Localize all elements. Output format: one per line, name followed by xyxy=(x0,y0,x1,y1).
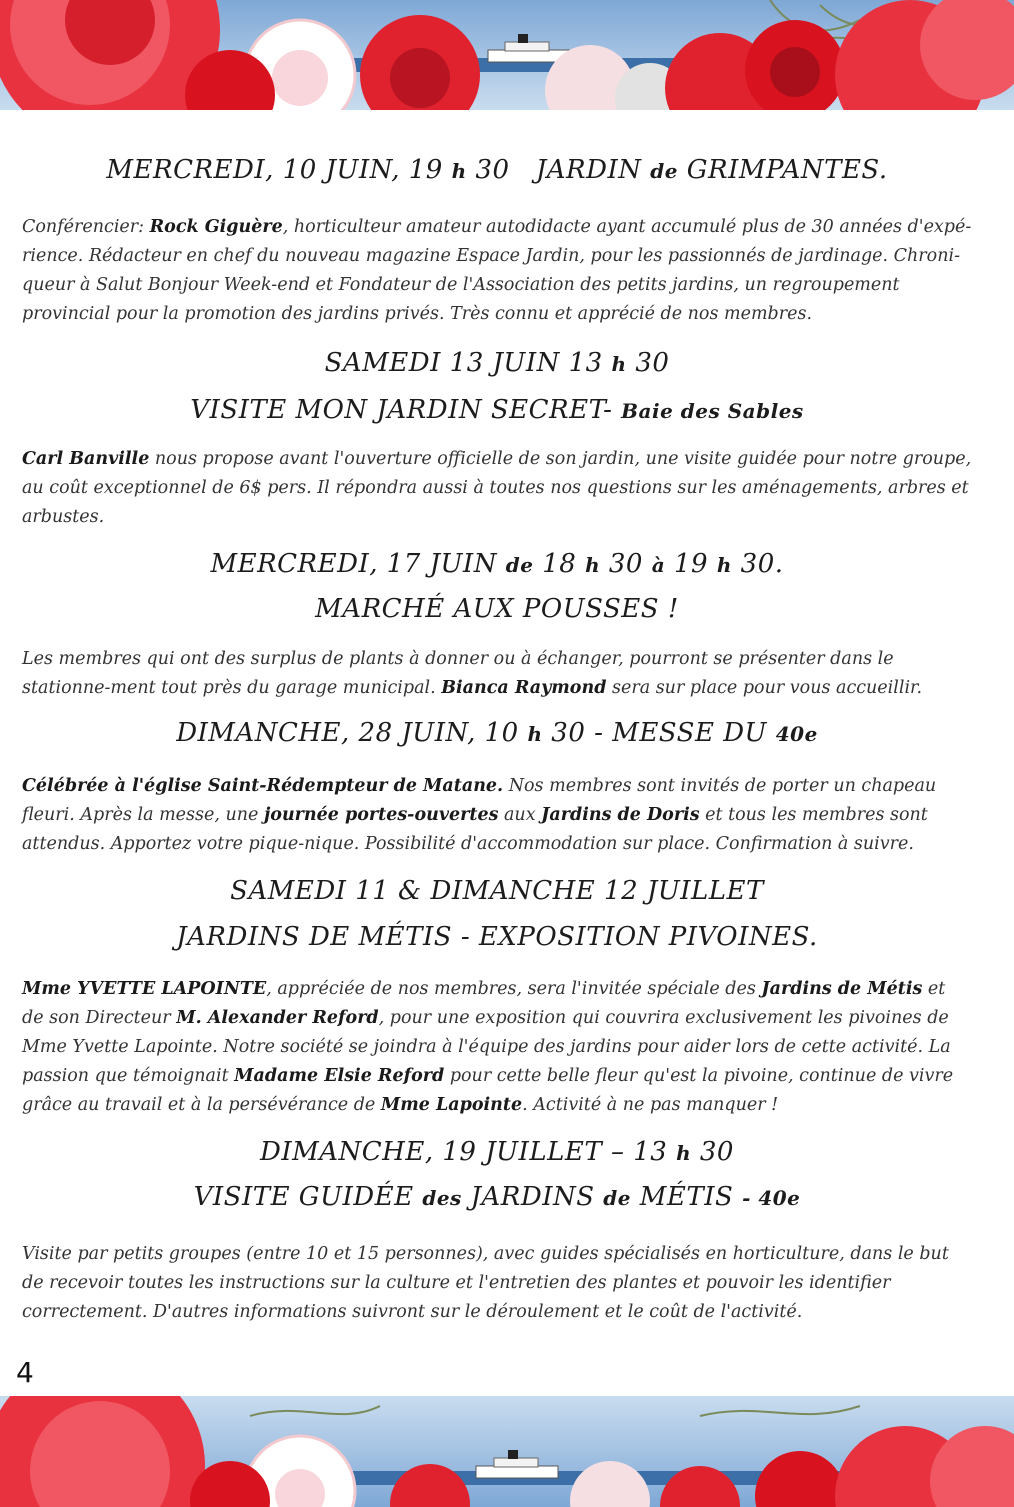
event-description xyxy=(22,213,972,329)
event-description xyxy=(22,445,972,532)
bottom-floral-banner xyxy=(0,1396,1014,1507)
hour-unit: h xyxy=(716,553,732,577)
description-text: sera sur place pour vous accueillir. xyxy=(606,678,923,698)
event-list xyxy=(22,150,972,1327)
honoree-name: Madame Elsie Reford xyxy=(234,1066,445,1086)
event-heading xyxy=(22,713,972,754)
event-subheading: MARCHÉ AUX POUSSES ! xyxy=(315,594,679,624)
event-title-rest: MÉTIS xyxy=(639,1182,734,1212)
hour-unit: h xyxy=(527,722,543,746)
event-subheading xyxy=(22,390,972,431)
event-hour: 10 xyxy=(484,718,519,748)
event-title: JARDIN xyxy=(535,155,642,185)
event-minutes: 30 xyxy=(475,155,510,185)
page-number: 4 xyxy=(16,1356,34,1389)
description-text: aux xyxy=(498,805,542,825)
event-day: DIMANCHE, xyxy=(260,1137,434,1167)
venue-name: Célébrée à l'église Saint-Rédempteur de Matane. xyxy=(22,776,504,796)
time-to-label: à xyxy=(651,553,666,577)
event-day: MERCREDI, xyxy=(106,155,274,185)
event-heading xyxy=(22,150,972,191)
event-minutes: 30 xyxy=(635,348,670,378)
description-text: et de son Directeur xyxy=(22,979,946,1028)
guest-name: Mme YVETTE LAPOINTE xyxy=(22,979,267,999)
event-description xyxy=(22,975,972,1120)
event-title: VISITE MON JARDIN SECRET- xyxy=(190,395,613,425)
event-description xyxy=(22,645,972,703)
open-day-label: journée portes-ouvertes xyxy=(263,805,499,825)
host-name: Carl Banville xyxy=(22,449,150,469)
gardens-name: Jardins de Doris xyxy=(541,805,700,825)
event-hour: 13 xyxy=(633,1137,668,1167)
event-day: MERCREDI, xyxy=(210,549,378,579)
event-location: Baie des Sables xyxy=(621,399,804,423)
event-hour: 19 xyxy=(408,155,443,185)
gardens-name: Jardins de Métis xyxy=(761,979,923,999)
anniversary-label: - 40e xyxy=(742,1186,801,1210)
event-date: 28 JUIN, xyxy=(358,718,476,748)
event-date: 17 JUIN xyxy=(386,549,497,579)
event-heading: SAMEDI 11 & DIMANCHE 12 JUILLET xyxy=(230,876,764,906)
event-minutes: 30 xyxy=(551,718,586,748)
event-title-connector: de xyxy=(650,159,678,183)
host-name: Bianca Raymond xyxy=(441,678,607,698)
speaker-label: Conférencier: xyxy=(22,217,145,237)
description-text: , pour une exposition qui couvrira exclusivement les pivoines de Mme Yvette Lapointe. Notre société se joindra à l'équipe des jardins pour aider lors de cette activité. La passion que témoignait xyxy=(22,1008,951,1086)
event-title-rest: GRIMPANTES. xyxy=(686,155,888,185)
event-day: SAMEDI xyxy=(324,348,441,378)
event-title-connector: des xyxy=(422,1186,462,1210)
event-day: DIMANCHE, xyxy=(176,718,350,748)
speaker-name: Rock Giguère xyxy=(149,217,283,237)
hour-unit: h xyxy=(611,352,627,376)
end-minutes: 30. xyxy=(740,549,784,579)
time-from-label: de xyxy=(505,553,534,577)
hour-unit: h xyxy=(676,1141,692,1165)
event-subheading: JARDINS DE MÉTIS - EXPOSITION PIVOINES. xyxy=(176,922,818,952)
heading-separator: – xyxy=(610,1137,625,1167)
anniversary-label: 40e xyxy=(775,722,818,746)
description-text: et tous les membres sont attendus. Apportez votre pique-nique. Possibilité d'accommodation sur place. Confirmation à suivre. xyxy=(22,805,928,854)
event-heading xyxy=(22,1132,972,1173)
hour-unit: h xyxy=(451,159,467,183)
event-heading xyxy=(22,343,972,384)
event-date: 13 JUIN xyxy=(449,348,560,378)
event-title-rest: JARDINS xyxy=(470,1182,595,1212)
event-heading xyxy=(22,544,972,585)
event-title: VISITE GUIDÉE xyxy=(193,1182,414,1212)
description-text: . Activité à ne pas manquer ! xyxy=(522,1095,779,1115)
hour-unit: h xyxy=(585,553,601,577)
description-text: pour cette belle fleur qu'est la pivoine, continue de vivre grâce au travail et à la persévérance de xyxy=(22,1066,954,1115)
description-text: Les membres qui ont des surplus de plants à donner ou à échanger, pourront se présenter dans le stationne-ment tout près du garage municipal. xyxy=(22,649,894,698)
description-text: , appréciée de nos membres, sera l'invitée spéciale des xyxy=(266,979,762,999)
start-minutes: 30 xyxy=(608,549,643,579)
event-description xyxy=(22,772,972,859)
event-date: 10 JUIN, xyxy=(282,155,400,185)
description-text: Nos membres sont invités de porter un chapeau fleuri. Après la messe, une xyxy=(22,776,937,825)
end-hour: 19 xyxy=(673,549,709,579)
event-hour: 13 xyxy=(568,348,603,378)
event-date: 19 JUILLET xyxy=(442,1137,603,1167)
event-title: - MESSE DU xyxy=(594,718,767,748)
description-text: nous propose avant l'ouverture officielle de son jardin, une visite guidée pour notre groupe, au coût exceptionnel de 6$ pers. Il répondra aussi à toutes nos questions sur les aménagements, arbres et arbustes. xyxy=(22,449,972,527)
guest-name: Mme Lapointe xyxy=(380,1095,523,1115)
description-text: , horticulteur amateur autodidacte ayant accumulé plus de 30 années d'expé-rience. Rédacteur en chef du nouveau magazine Espace Jardin, pour les passionnés de jardinage. Chroni-queur à Salut Bonjour Week-end et Fondateur de l'Association des petits jardins, un regroupement provincial pour la promotion des jardins privés. Très connu et apprécié de nos membres. xyxy=(22,217,972,324)
event-subheading xyxy=(22,1177,972,1218)
event-minutes: 30 xyxy=(699,1137,734,1167)
event-description: Visite par petits groupes (entre 10 et 15 personnes), avec guides spécialisés en horticulture, dans le but de recevoir toutes les instructions sur la culture et l'entretien des plantes et pouvoir les identifier correctement. D'autres informations suivront sur le déroulement et le coût de l'activité. xyxy=(22,1244,949,1322)
start-hour: 18 xyxy=(542,549,577,579)
event-title-connector: de xyxy=(603,1186,632,1210)
director-name: M. Alexander Reford xyxy=(176,1008,379,1028)
top-floral-banner xyxy=(0,0,1014,110)
